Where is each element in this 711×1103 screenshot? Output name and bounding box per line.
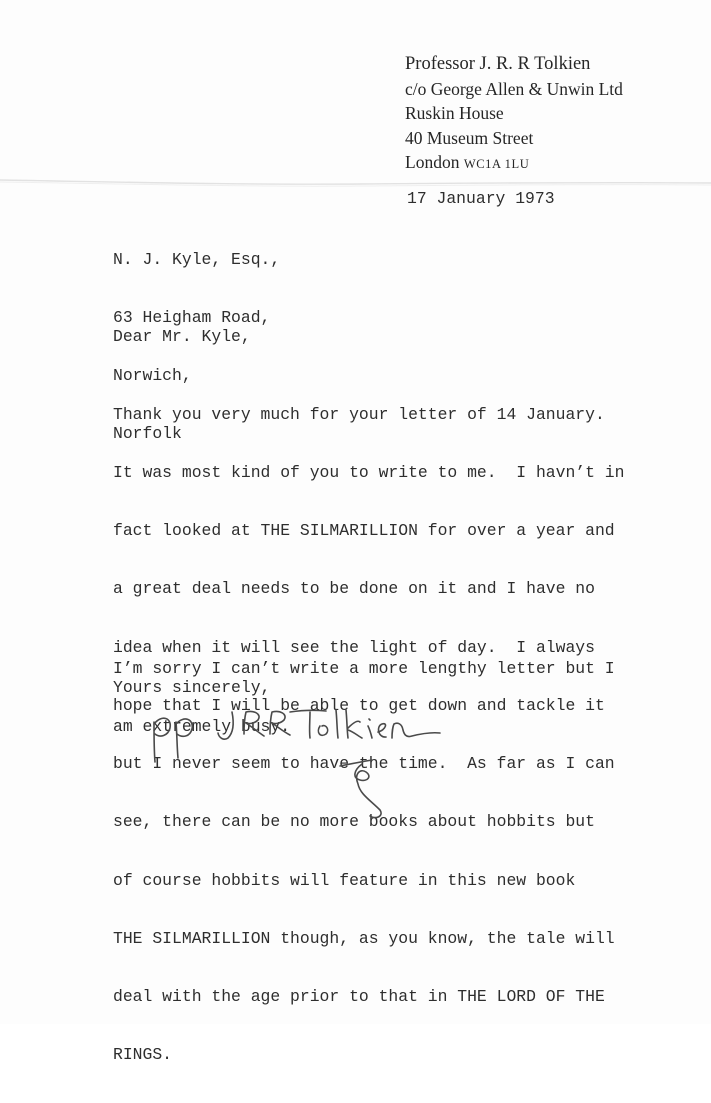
letterhead-publisher: c/o George Allen & Unwin Ltd: [405, 78, 623, 99]
letterhead-city-line: [405, 150, 705, 177]
body-line: RINGS.: [113, 1045, 173, 1065]
recipient-county: Norfolk: [113, 424, 182, 444]
recipient-city: Norwich,: [113, 366, 192, 386]
body-line: idea when it will see the light of day. I always: [113, 637, 595, 657]
body-line: hope that I will be able to get down and tackle it: [113, 695, 605, 715]
letterhead-street: 40 Museum Street: [405, 127, 534, 148]
body-line: deal with the age prior to that in THE LORD OF THE: [113, 987, 605, 1006]
paper-fold-crease: [0, 176, 711, 190]
body-line: of course hobbits will feature in this new book: [113, 870, 576, 890]
body-line: am extremely busy.: [113, 717, 291, 737]
body-line: but I never seem to have the time. As far as I can: [113, 754, 615, 774]
letterhead-postcode: WC1A 1LU: [463, 157, 530, 171]
body-line: a great deal needs to be done on it and I have no: [113, 579, 595, 599]
letterhead-building: Ruskin House: [405, 103, 504, 123]
body-line: THE SILMARILLION though, as you know, the tale will: [113, 928, 615, 948]
letter-date: 17 January 1973: [407, 189, 555, 208]
recipient-name: N. J. Kyle, Esq.,: [113, 249, 281, 269]
handwritten-signature: [140, 700, 480, 835]
body-line: Thank you very much for your letter of 14 January.: [113, 404, 605, 424]
closing: Yours sincerely,: [113, 678, 271, 697]
recipient-street: 63 Heigham Road,: [113, 308, 271, 328]
letterhead-name: Professor J. R. R Tolkien: [405, 54, 591, 74]
body-line: see, there can be no more books about hobbits but: [113, 812, 595, 832]
salutation: Dear Mr. Kyle,: [113, 327, 251, 346]
body-line: fact looked at THE SILMARILLION for over a year and: [113, 521, 615, 541]
body-line: It was most kind of you to write to me. I havn’t in: [113, 463, 625, 483]
letterhead-city: London: [405, 152, 460, 172]
body-line: I’m sorry I can’t write a more lengthy letter but I: [113, 658, 615, 678]
letterhead: [405, 52, 705, 177]
